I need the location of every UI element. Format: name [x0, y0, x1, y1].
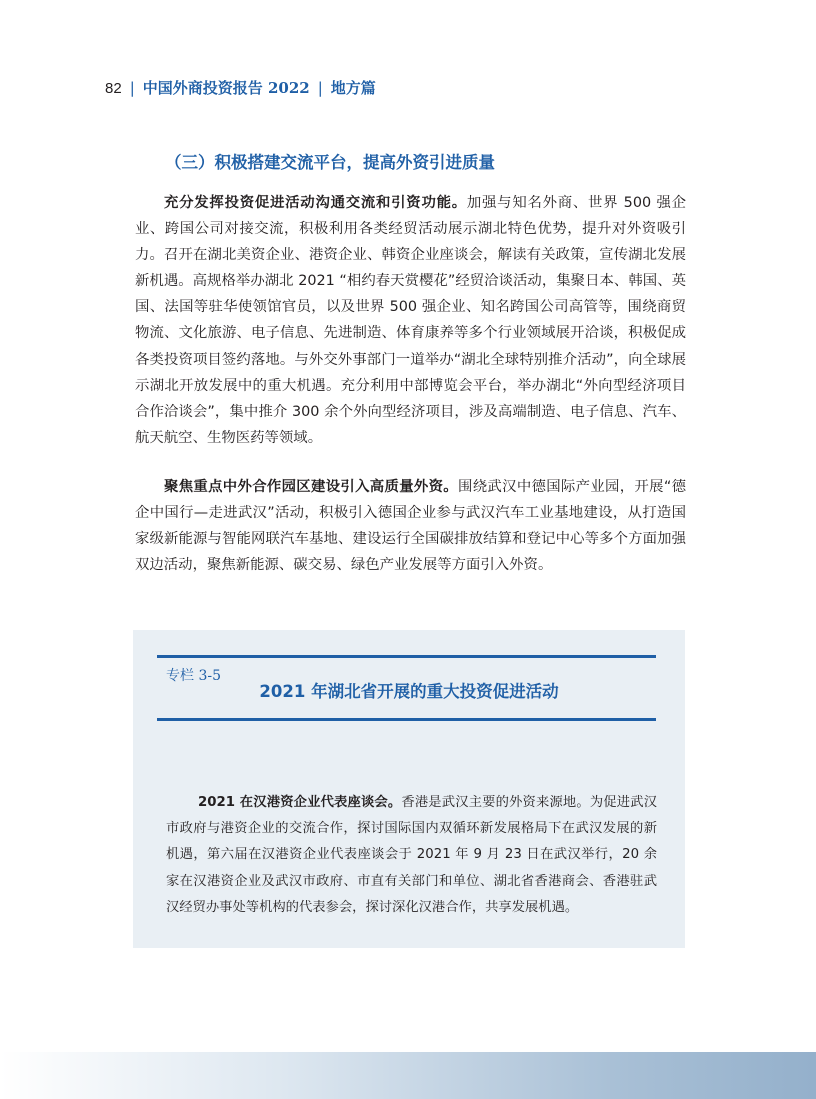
paragraph-body: 加强与知名外商、世界 500 强企业、跨国公司对接交流，积极利用各类经贸活动展示湖北特色优势，提升对外资吸引力。召开在湖北美资企业、港资企业、韩资企业座谈会，解读有关政策，宣传湖北发展新机遇。高规格举办湖北 2021 “相约春天赏樱花”经贸洽谈活动，集聚日本、韩国、英国、法国等驻华使领馆官员，以及世界 500 强企业、知名跨国公司高管等，围绕商贸物流、文化旅游、电子信息、先进制造、体育康养等多个行业领域展开洽谈，积极促成各类投资项目签约落地。与外交外事部门一道举办“湖北全球特别推介活动”，向全球展示湖北开放发展中的重大机遇。充分利用中部博览会平台，举办湖北“外向型经济项目合作洽谈会”，集中推介 300 余个外向型经济项目，涉及高端制造、电子信息、汽车、航天航空、生物医药等领域。 [135, 195, 686, 446]
footer-gradient-band [0, 1052, 816, 1099]
body-paragraph [135, 190, 686, 451]
box-title: 2021 年湖北省开展的重大投资促进活动 [259, 682, 559, 701]
box-paragraph-body: 香港是武汉主要的外资来源地。为促进武汉市政府与港资企业的交流合作，探讨国际国内双循环新发展格局下在武汉发展的新机遇，第六届在汉港资企业代表座谈会于 2021 年 9 月 23 日在武汉举行，20 余家在汉港资企业及武汉市政府、市直有关部门和单位、湖北省香港商会、香港驻武汉经贸办事处等机构的代表参会，探讨深化汉港合作，共享发展机遇。 [166, 795, 658, 915]
section-heading: （三）积极搭建交流平台，提高外资引进质量 [165, 153, 495, 172]
box-paragraph-lead: 2021 在汉港资企业代表座谈会。 [198, 795, 402, 810]
paragraph-lead: 聚焦重点中外合作园区建设引入高质量外资。 [164, 479, 459, 495]
box-paragraph [166, 790, 657, 921]
chapter-name: 地方篇 [330, 79, 376, 97]
box-bottom-rule [157, 718, 656, 721]
page-number: 82 [105, 80, 122, 97]
body-paragraph [135, 474, 686, 578]
header-separator: | [129, 79, 135, 97]
running-header [105, 78, 376, 99]
box-top-rule [157, 655, 656, 658]
sidebar-box [133, 630, 685, 948]
paragraph-lead: 充分发挥投资促进活动沟通交流和引资功能。 [164, 195, 467, 211]
box-label: 专栏 3-5 [166, 668, 221, 684]
report-title: 中国外商投资报告 2022 [142, 79, 310, 97]
header-separator: | [317, 79, 323, 97]
paragraph-body: 围绕武汉中德国际产业园，开展“德企中国行—走进武汉”活动，积极引入德国企业参与武汉汽车工业基地建设，从打造国家级新能源与智能网联汽车基地、建设运行全国碳排放结算和登记中心等多个方面加强双边活动，聚焦新能源、碳交易、绿色产业发展等方面引入外资。 [135, 479, 686, 574]
